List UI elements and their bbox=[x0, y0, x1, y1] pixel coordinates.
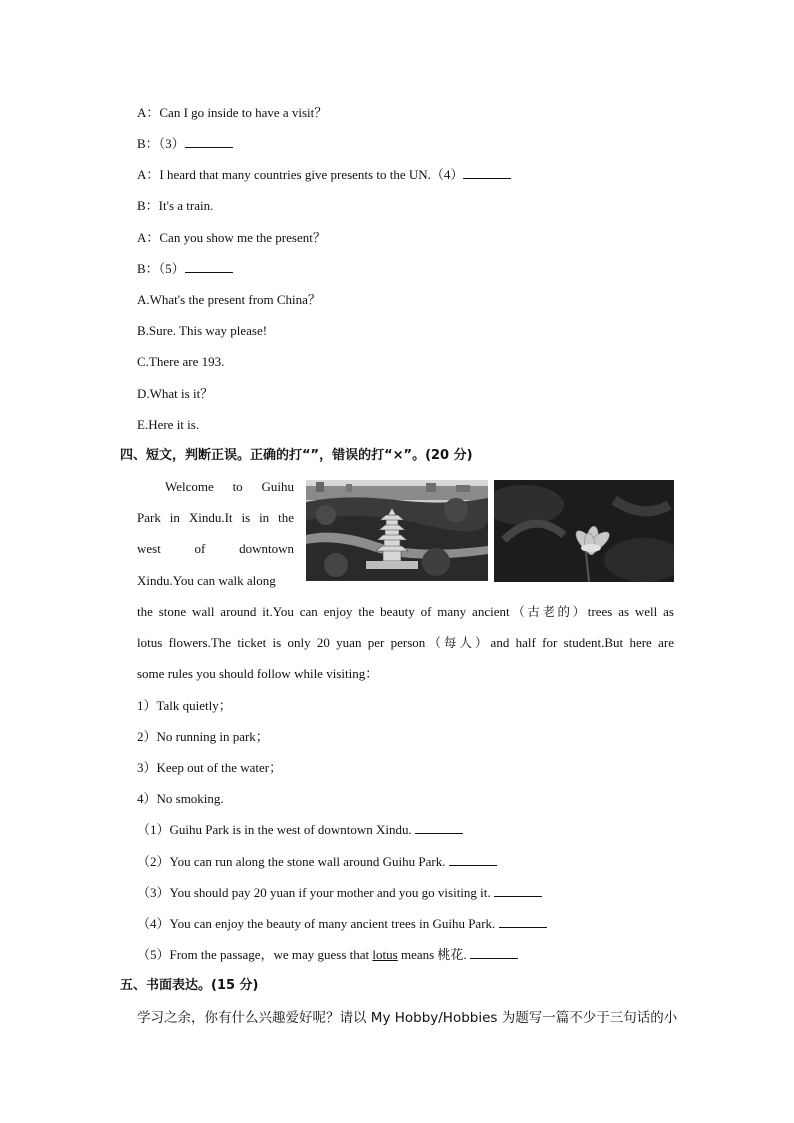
speaker: A： bbox=[137, 167, 160, 182]
speaker: A： bbox=[137, 105, 160, 120]
question-2 bbox=[137, 853, 497, 871]
passage-line-2: Park in Xindu.It is in the bbox=[137, 510, 294, 525]
dialogue-line-3 bbox=[137, 166, 511, 184]
speaker: B： bbox=[137, 261, 159, 276]
dialogue-line-1 bbox=[137, 104, 327, 122]
passage-line-1: Welcome to Guihu bbox=[165, 479, 294, 494]
pagoda-photo bbox=[306, 480, 488, 581]
dialogue-text: It's a train. bbox=[158, 198, 214, 213]
question-4 bbox=[137, 915, 547, 933]
passage-line-4: Xindu.You can walk along bbox=[137, 573, 276, 588]
question-text: means 桃花. bbox=[400, 947, 467, 962]
answer-blank[interactable] bbox=[185, 136, 233, 148]
rule-4: 4）No smoking. bbox=[137, 791, 224, 806]
question-3 bbox=[137, 884, 542, 902]
answer-blank[interactable] bbox=[449, 854, 497, 866]
dialogue-line-2 bbox=[137, 135, 233, 153]
answer-blank[interactable] bbox=[499, 916, 547, 928]
dialogue-text: I heard that many countries give presents to the UN.（4） bbox=[159, 167, 464, 182]
passage-line-7: some rules you should follow while visiting： bbox=[137, 666, 379, 681]
question-text: （5）From the passage，we may guess that bbox=[137, 947, 370, 962]
question-text: （2）You can run along the stone wall around Guihu Park. bbox=[137, 854, 446, 869]
rule-2: 2）No running in park； bbox=[137, 729, 269, 744]
dialogue-text: Can you show me the present？ bbox=[159, 230, 326, 245]
option-b: B.Sure. This way please! bbox=[137, 323, 268, 338]
dialogue-line-4 bbox=[137, 197, 213, 215]
section-5-heading: 五、书面表达。(15 分) bbox=[120, 978, 259, 993]
answer-blank[interactable] bbox=[415, 822, 463, 834]
underlined-word: lotus bbox=[372, 947, 398, 962]
passage-line-5 bbox=[137, 603, 674, 621]
speaker: A： bbox=[137, 230, 160, 245]
answer-blank[interactable] bbox=[463, 167, 511, 179]
passage-text: trees as well as bbox=[587, 604, 674, 619]
option-a: A.What's the present from China？ bbox=[137, 292, 321, 307]
passage-text: the stone wall around it.You can enjoy the beauty of many ancient bbox=[137, 604, 510, 619]
option-d: D.What is it？ bbox=[137, 386, 214, 401]
question-1 bbox=[137, 821, 463, 839]
lotus-photo-image bbox=[494, 480, 674, 582]
gloss-per-person: （每人） bbox=[425, 635, 491, 650]
dialogue-text: （5） bbox=[158, 261, 185, 276]
answer-blank[interactable] bbox=[470, 947, 518, 959]
speaker: B： bbox=[137, 136, 159, 151]
question-5 bbox=[137, 946, 518, 964]
speaker: B： bbox=[137, 198, 159, 213]
passage-line-6 bbox=[137, 634, 674, 652]
rule-1: 1）Talk quietly； bbox=[137, 698, 232, 713]
passage-line-3: west of downtown bbox=[137, 541, 294, 556]
passage-text: and half for student.But here are bbox=[490, 635, 674, 650]
answer-blank[interactable] bbox=[185, 261, 233, 273]
option-c: C.There are 193. bbox=[137, 354, 225, 369]
question-text: （4）You can enjoy the beauty of many ancient trees in Guihu Park. bbox=[137, 916, 496, 931]
option-e: E.Here it is. bbox=[137, 417, 200, 432]
passage-text: lotus flowers.The ticket is only 20 yuan per person bbox=[137, 635, 426, 650]
question-text: （1）Guihu Park is in the west of downtown Xindu. bbox=[137, 822, 412, 837]
dialogue-line-6 bbox=[137, 260, 233, 278]
gloss-ancient: （古老的） bbox=[509, 604, 588, 619]
section-4-heading: 四、短文，判断正误。正确的打“”，错误的打“×”。(20 分) bbox=[120, 448, 473, 463]
rule-3: 3）Keep out of the water； bbox=[137, 760, 283, 775]
dialogue-text: （3） bbox=[158, 136, 185, 151]
question-text: （3）You should pay 20 yuan if your mother and you go visiting it. bbox=[137, 885, 491, 900]
lotus-photo bbox=[494, 480, 674, 582]
answer-blank[interactable] bbox=[494, 885, 542, 897]
pagoda-photo-image bbox=[306, 480, 488, 581]
dialogue-text: Can I go inside to have a visit？ bbox=[159, 105, 328, 120]
dialogue-line-5 bbox=[137, 229, 326, 247]
writing-prompt: 学习之余，你有什么兴趣爱好呢？请以 My Hobby/Hobbies 为题写一篇不少于三句话的小 bbox=[137, 1010, 678, 1026]
